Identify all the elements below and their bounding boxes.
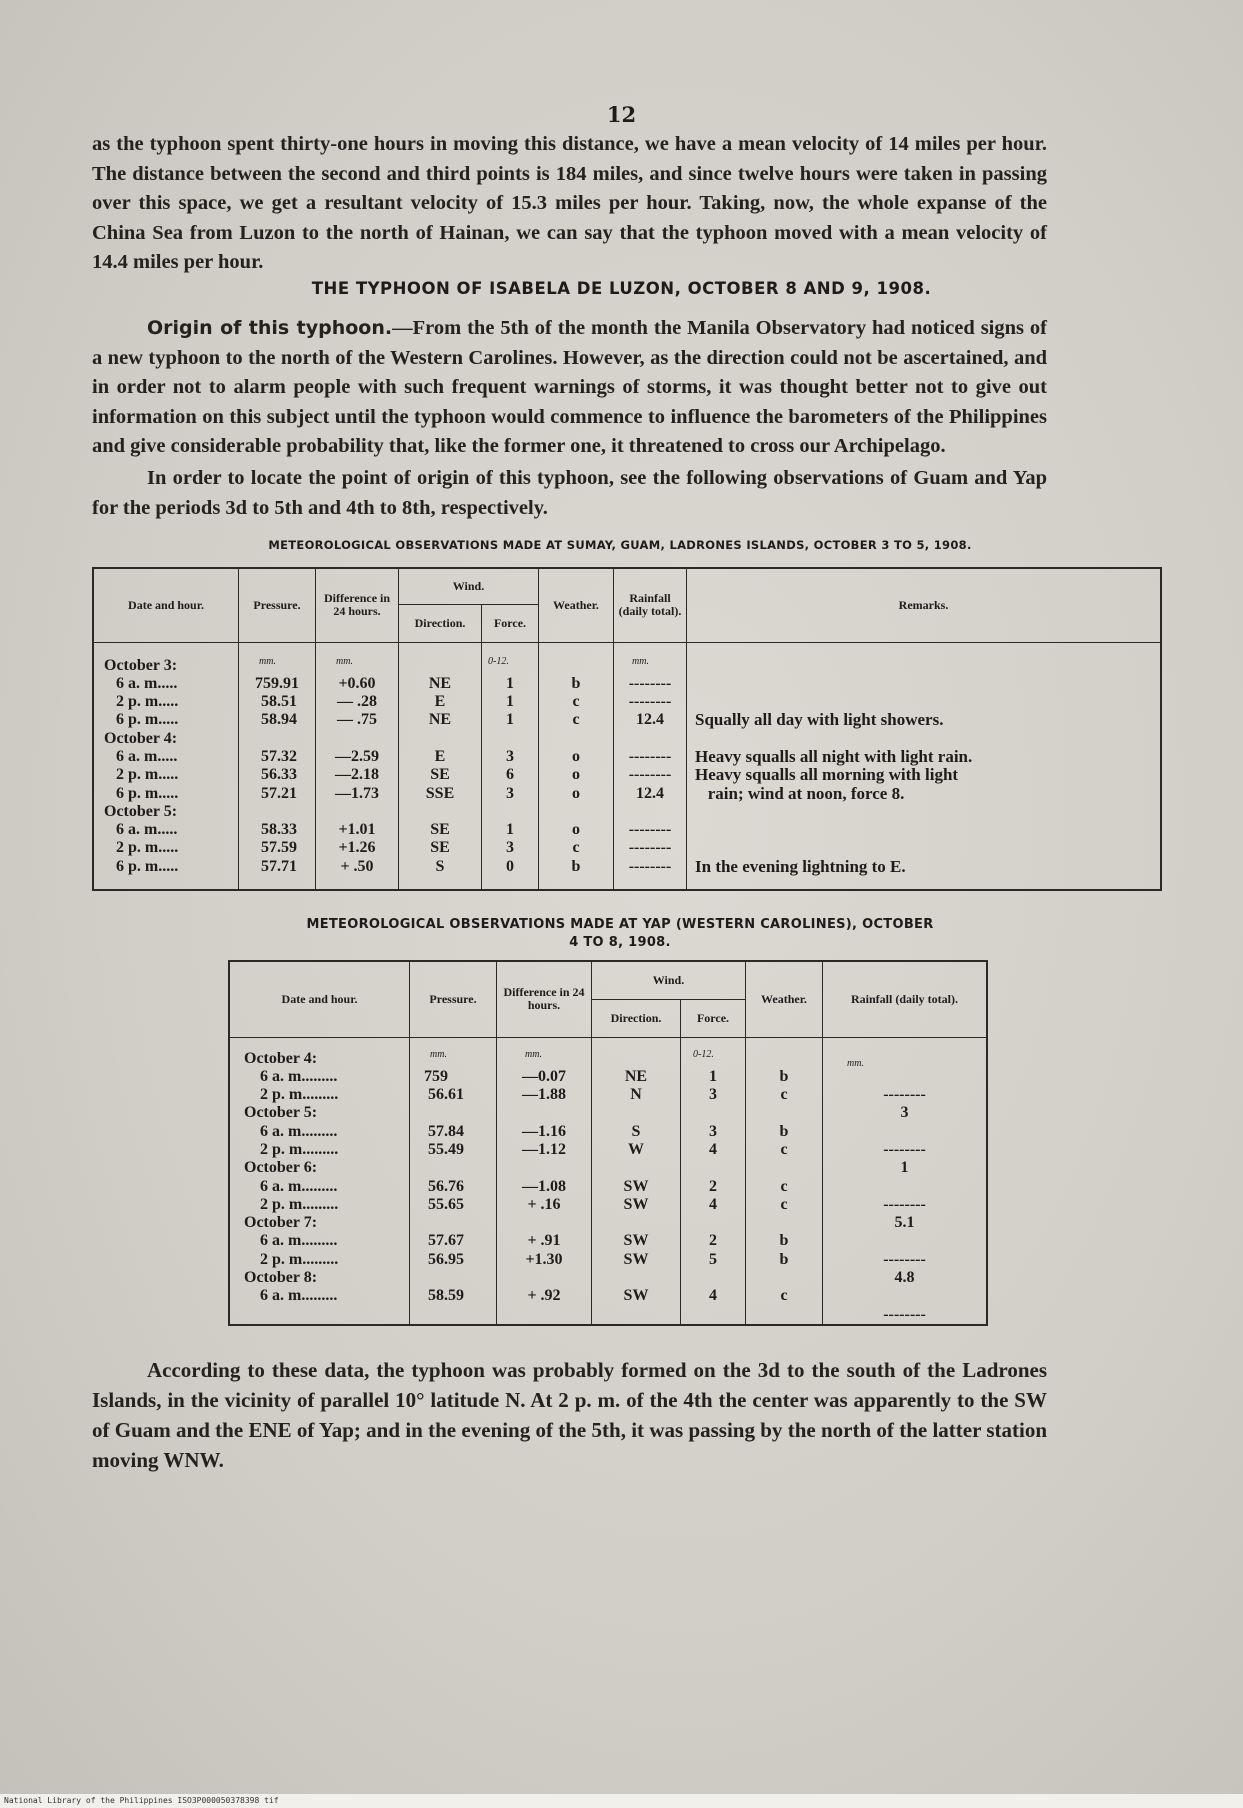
table1-caption: METEOROLOGICAL OBSERVATIONS MADE AT SUMAY, GUAM, LADRONES ISLANDS, OCTOBER 3 TO 5, 1908. <box>268 538 972 552</box>
section-heading: THE TYPHOON OF ISABELA DE LUZON, OCTOBER 8 AND 9, 1908. <box>311 279 932 298</box>
t2-unit-force: 0-12. <box>693 1048 714 1060</box>
t1-header-date: Date and hour. <box>93 568 239 642</box>
t2-header-pressure: Pressure. <box>410 961 497 1037</box>
t1-unit-pressure: mm. <box>259 655 276 667</box>
t1-weather-values: b c c o o o o c b <box>571 674 581 875</box>
t1-pressure-values: 759.91 58.51 58.94 57.32 56.33 57.21 58.33 57.59 57.71 <box>255 674 299 875</box>
origin-lead: Origin of this typhoon. <box>147 317 393 339</box>
t1-header-wind: Wind. <box>399 568 539 604</box>
t1-col-rainfall <box>614 642 687 890</box>
t1-difference-values: +0.60 — .28 — .75 —2.59 —2.18 —1.73 +1.01 +1.26 + .50 <box>335 674 379 875</box>
t1-direction-values: NE E NE E SE SSE SE SE S <box>425 674 455 875</box>
t2-unit-rainfall: mm. <box>847 1057 864 1069</box>
scan-footer: National Library of the Philippines ISO3P000050378398 tif <box>0 1794 1243 1808</box>
t2-header-weather: Weather. <box>746 961 823 1037</box>
t2-header-wind: Wind. <box>592 961 746 999</box>
paragraph-locate: In order to locate the point of origin of this typhoon, see the following observations of Guam and Yap for the periods 3d to 5th and 4th to 8th, respectively. <box>92 467 1047 519</box>
t2-weather-values: b c b c c c b b c <box>779 1067 789 1305</box>
t1-col-date <box>93 642 239 890</box>
t2-direction-values: NE N S W SW SW SW SW SW <box>623 1067 649 1305</box>
t2-header-date: Date and hour. <box>229 961 410 1037</box>
paragraph-conclusion: According to these data, the typhoon was probably formed on the 3d to the south of the Ladrones Islands, in the vicinity of parallel 10° latitude N. At 2 p. m. of the 4th the center was apparently to the SW of Guam and the ENE of Yap; and in the evening of the 5th, it was passing by the north of the latter station moving WNW. <box>92 1358 1047 1472</box>
t2-header-force: Force. <box>681 999 746 1037</box>
t2-pressure-values: 759 56.61 57.84 55.49 56.76 55.65 57.67 56.95 58.59 <box>424 1067 464 1305</box>
t2-force-values: 1 3 3 4 2 4 2 5 4 <box>709 1067 717 1305</box>
t2-col-difference <box>497 1037 592 1325</box>
t2-col-date <box>229 1037 410 1325</box>
t1-col-pressure <box>239 642 316 890</box>
t1-col-weather <box>539 642 614 890</box>
t2-header-difference: Difference in 24 hours. <box>497 961 592 1037</box>
t2-difference-values: —0.07 —1.88 —1.16 —1.12 —1.08 + .16 + .91 +1.30 + .92 <box>522 1067 566 1305</box>
t1-col-force <box>482 642 539 890</box>
t1-header-force: Force. <box>482 604 539 642</box>
t1-force-values: 1 1 1 3 6 3 1 3 0 <box>506 674 514 875</box>
t2-unit-pressure: mm. <box>430 1048 447 1060</box>
t2-header-rainfall: Rainfall (daily total). <box>823 961 988 1037</box>
t1-col-difference <box>316 642 399 890</box>
table2-caption: METEOROLOGICAL OBSERVATIONS MADE AT YAP (WESTERN CAROLINES), OCTOBER 4 TO 8, 1908. <box>306 917 934 950</box>
t1-header-rainfall: Rainfall (daily total). <box>614 568 687 642</box>
t1-header-direction: Direction. <box>399 604 482 642</box>
t1-col-direction <box>399 642 482 890</box>
t1-header-weather: Weather. <box>539 568 614 642</box>
origin-body: —From the 5th of the month the Manila Observatory had noticed signs of a new typhoon to the north of the Western Carolines. However, as the direction could not be ascertained, and in order not to alarm people with such frequent warnings of storms, it was thought better not to give out information on this subject until the typhoon would commence to influence the barometers of the Philippines and give considerable probability that, like the former one, it threatened to cross our Archipelago. <box>92 317 1047 457</box>
t1-header-remarks: Remarks. <box>687 568 1162 642</box>
t1-header-difference: Difference in 24 hours. <box>316 568 399 642</box>
t1-col-remarks <box>687 642 1162 890</box>
t2-col-pressure <box>410 1037 497 1325</box>
t1-remarks-values: Squally all day with light showers. Heavy squalls all night with light rain. Heavy squalls all morning with light rain; wind at noon, force 8. In the evening lightning to E. <box>695 710 973 876</box>
t1-unit-difference: mm. <box>336 655 353 667</box>
table-guam <box>92 567 1162 891</box>
t2-col-force <box>681 1037 746 1325</box>
paragraph-origin <box>92 314 1047 462</box>
t2-col-direction <box>592 1037 681 1325</box>
t1-unit-rainfall: mm. <box>632 655 649 667</box>
page-number: 12 <box>606 102 637 127</box>
t1-unit-force: 0-12. <box>488 655 509 667</box>
t1-rainfall-values: -------- -------- 12.4 -------- -------- 12.4 -------- -------- -------- <box>628 674 672 875</box>
t2-date-values: October 4: 6 a. m......... 2 p. m......... October 5: 6 a. m......... 2 p. m......... October 6: 6 a. m......... 2 p. m......... October 7: 6 a. m......... 2 p. m......... October 8: 6 a. m......... <box>244 1049 339 1305</box>
paragraph-velocity: as the typhoon spent thirty-one hours in moving this distance, we have a mean velocity of 14 miles per hour. The distance between the second and third points is 184 miles, and since twelve hours were taken in passing over this space, we get a resultant velocity of 15.3 miles per hour. Taking, now, the whole expanse of the China Sea from Luzon to the north of Hainan, we can say that the typhoon moved with a mean velocity of 14.4 miles per hour. <box>92 133 1047 273</box>
t1-date-values: October 3: 6 a. m..... 2 p. m..... 6 p. m..... October 4: 6 a. m..... 2 p. m..... 6 p. m..... October 5: 6 a. m..... 2 p. m..... 6 p. m..... <box>104 656 179 875</box>
t2-unit-difference: mm. <box>525 1048 542 1060</box>
t2-col-rainfall <box>823 1037 988 1325</box>
table-yap <box>228 960 988 1326</box>
t2-rainfall-values: -------- 3 -------- 1 -------- 5.1 -------- 4.8 -------- <box>883 1086 926 1323</box>
t2-header-direction: Direction. <box>592 999 681 1037</box>
t2-col-weather <box>746 1037 823 1325</box>
t1-header-pressure: Pressure. <box>239 568 316 642</box>
